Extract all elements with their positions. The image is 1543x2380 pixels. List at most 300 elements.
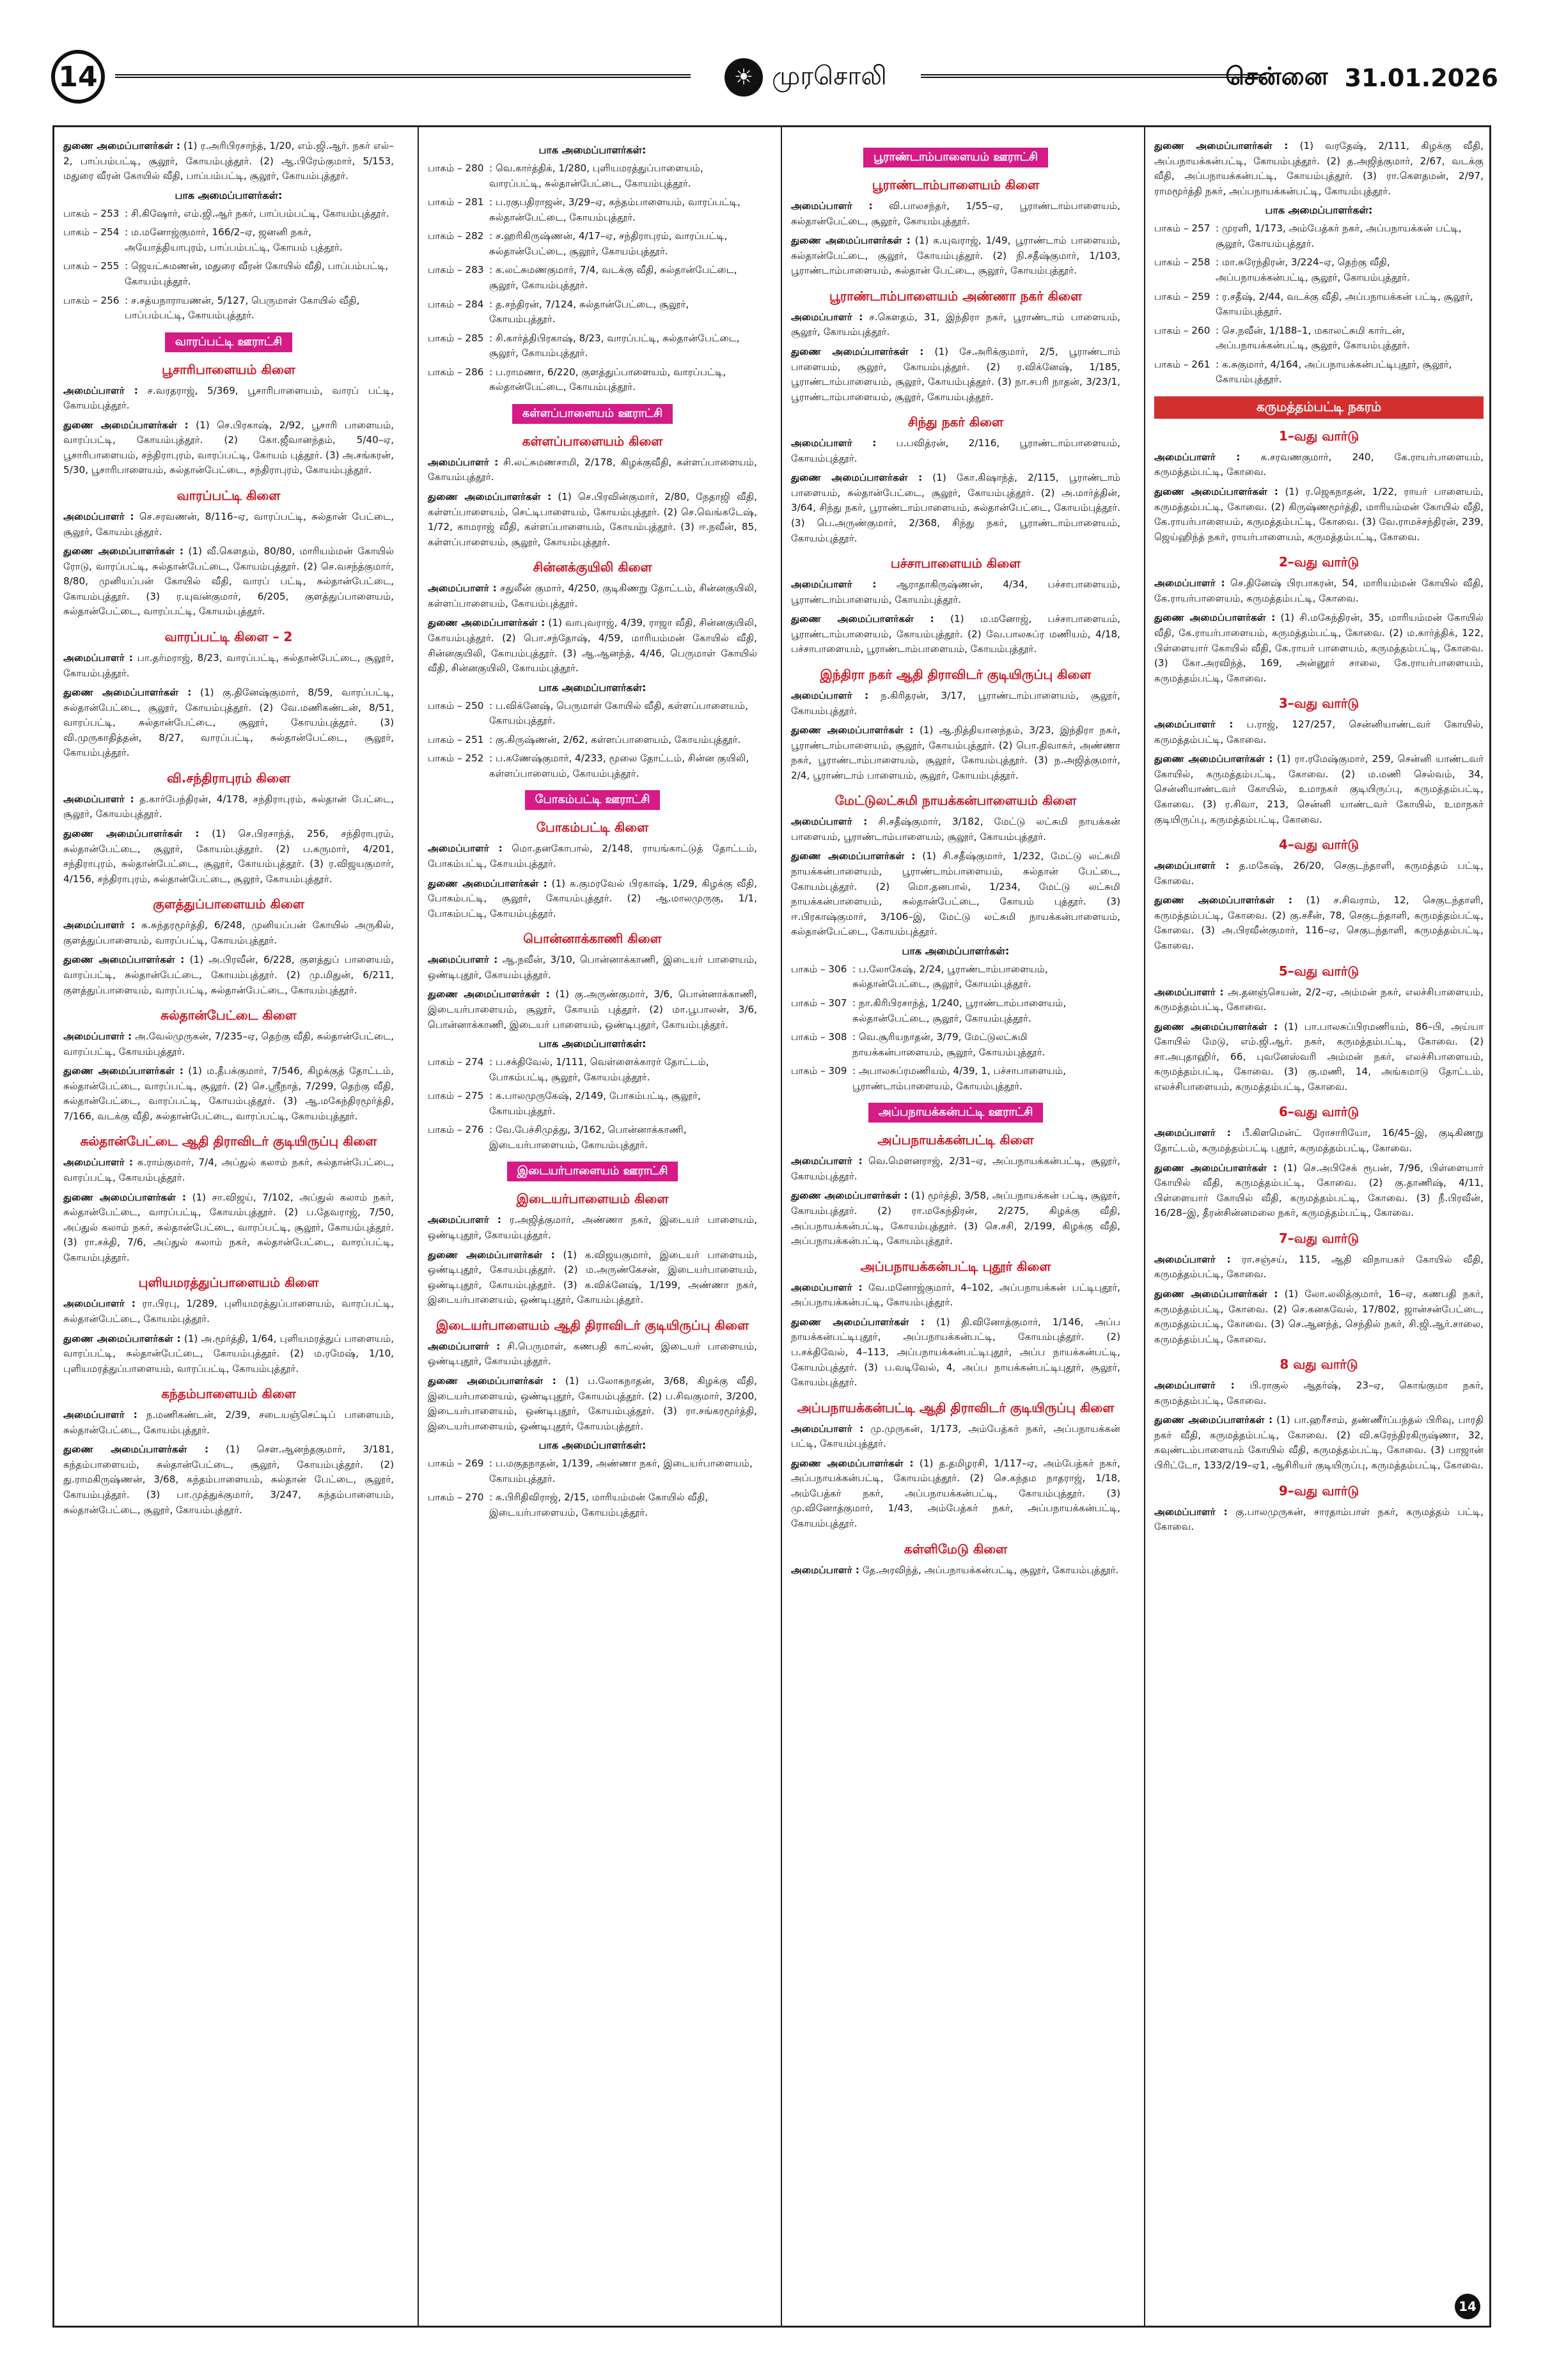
booth-row — [428, 365, 757, 395]
booth-row — [1154, 323, 1484, 354]
booth-member: : செ.நவீன், 1/188–1, மகாலட்சுமி கார்டன், அப்பநாயக்கன்பட்டி, சூலூர், கோயம்புத்தூர். — [1216, 324, 1410, 352]
member-entry — [63, 1064, 394, 1124]
booth-row — [428, 161, 757, 191]
booth-number: பாகம் – 258 — [1154, 256, 1210, 268]
member-details: ஆராதாகிருஷ்ணன், 4/34, பச்சாபாளையம், பூராண்டாம்பாளையம், கோயம்புத்தூர். — [791, 579, 1121, 605]
role-label: அமைப்பாளர் : — [1154, 860, 1230, 872]
member-entry — [63, 792, 394, 822]
panchayat-heading: கள்ளப்பாளையம் ஊராட்சி — [512, 404, 673, 424]
booth-number: பாகம் – 284 — [428, 298, 484, 310]
booth-row — [1154, 221, 1484, 251]
role-label: துணை அமைப்பாளர்கள் : — [428, 877, 547, 889]
member-details: க.சரவணகுமார், 240, கே.ராயர்பாளையம், கருமத்தம்பட்டி, கோவை. — [1154, 451, 1484, 478]
member-details: (1) தி.வினோத்குமார், 1/146, அப்ப நாயக்கன்பட்டிபுதூர், அப்பநாயக்கன்பட்டி, கோயம்புத்தூர். (2) ப.சக்திவேல், 4–113, அப்பநாயக்கன்பட்டிபுதூர், அப்ப நாயக்கன்பட்டி, கோயம்புத்தூர். (3) ப.வடிவேல், 4, அப்ப நாயக்கன்பட்டிபுதூர், சூலூர், கோயம்புத்தூர். — [791, 1316, 1120, 1388]
role-label: துணை அமைப்பாளர்கள் : — [1154, 753, 1273, 765]
booth-number: பாகம் – 270 — [428, 1491, 484, 1504]
role-label: துணை அமைப்பாளர்கள் : — [791, 345, 924, 357]
role-label: துணை அமைப்பாளர்கள் : — [1154, 140, 1288, 152]
role-label: அமைப்பாளர் : — [63, 1298, 136, 1310]
member-entry — [791, 1456, 1120, 1532]
member-details: (1) த.தமிழரசி, 1/117–ஏ, அம்பேத்கர் நகர், அப்பநாயக்கன்பட்டி, கோயம்புத்தூர். (2) செ.கந்தம நாதராஜ், 1/18, அம்பேத்கர் நகர், அப்பநாயக்கன்பட்டி, கோயம்புத்தூர். (3) மு.வினோத்குமார், 1/43, அம்பேத்கர் நகர், அப்பநாயக்கன்பட்டி, கோயம்புத்தூர். — [791, 1457, 1121, 1529]
panchayat-heading: போகம்பட்டி ஊராட்சி — [525, 790, 661, 810]
member-entry — [63, 685, 394, 761]
section-heading: பூசாரிபாளையம் கிளை — [162, 361, 295, 377]
role-label: துணை அமைப்பாளர்கள் : — [428, 491, 552, 502]
member-details: (1) வீ.கௌதம், 80/80, மாரியம்மன் கோயில் ரோடு, வாரப்பட்டி, சுல்தான்பேட்டை, கோயம்புத்தூர். (2) செ.வசந்த்குமார், 8/80, முனியப்பன் கோயில் வீதி, வாரப் பட்டி, சுல்தான்பேட்டை, கோயம்புத்தூர். (3) ர.யுவன்குமார், 6/205, குளத்துப்பாளையம், சுல்தான்பேட்டை, வாரப்பட்டி, கோயம்புத்தூர். — [63, 545, 394, 618]
role-label: துணை அமைப்பாளர்கள் : — [63, 1191, 187, 1203]
member-details: செ.தினேஷ் பிரபாகரன், 54, மாரியம்மன் கோயில் வீதி, கே.ராயர்பாளையம், கருமத்தம்பட்டி, கோவை. — [1154, 577, 1484, 604]
member-entry — [63, 827, 394, 887]
booth-number: பாகம் – 255 — [63, 260, 120, 272]
member-entry — [1154, 485, 1484, 545]
member-details: (1) அ.மூர்த்தி, 1/64, புளியமரத்துப் பாளையம், வாரப்பட்டி, சுல்தான்பேட்டை, கோயம்புத்தூர். (2) ம.ரமேஷ், 1/10, புளியமரத்துப்பாளையம், வாரப்பட்டி, கோயம்புத்தூர். — [63, 1332, 395, 1374]
member-details: (1) சௌ.ஆனந்தகுமார், 3/181, கந்தம்பாளையம், சுல்தான்பேட்டை, சூலூர், கோயம்புத்தூர். (2) து.ராமகிருஷ்ணன், 3/68, கந்தம்பாளையம், சுல்தான் பேட்டை, சூலூர், கோயம்புத்தூர். (3) பா.முத்துக்குமார், 3/247, கந்தம்பாளையம், சுல்தான்பேட்டை, சூலூர், கோயம்புத்தூர். — [63, 1443, 394, 1516]
member-details: வே.மனோஜ்குமார், 4–102, அப்பநாயக்கன் பட்டிபுதூர், அப்பநாயக்கன்பட்டி, கோயம்புத்தூர். — [791, 1281, 1121, 1309]
role-label: அமைப்பாளர் : — [428, 843, 503, 855]
sub-heading: பாக அமைப்பாளர்கள்: — [175, 189, 283, 201]
member-entry — [63, 1155, 394, 1185]
booth-member: : க.பாலமுருகேஷ், 2/149, போகம்பட்டி, சூலூர், கோயம்புத்தூர். — [489, 1090, 701, 1117]
member-entry — [63, 1190, 394, 1266]
booth-number: பாகம் – 253 — [63, 207, 120, 219]
member-entry — [791, 1422, 1120, 1452]
role-label: அமைப்பாளர் : — [63, 1156, 133, 1169]
booth-row — [428, 1456, 757, 1486]
member-entry — [63, 1442, 394, 1518]
section-heading: அப்பநாயக்கன்பட்டி புதூர் கிளை — [860, 1258, 1051, 1274]
booth-member: : க.சுகுமார், 4/164, அப்பநாயக்கன்பட்டிபுதூர், சூலூர், கோயம்புத்தூர். — [1216, 358, 1452, 385]
role-label: துணை அமைப்பாளர்கள் : — [63, 140, 180, 152]
role-label: அமைப்பாளர் : — [1154, 1380, 1235, 1392]
section-heading: 8 வது வார்டு — [1280, 1357, 1358, 1373]
member-details: ந.மணிகண்டன், 2/39, சடையஞ்செட்டிப் பாளையம், சுல்தான்பேட்டை, கோயம்புத்தூர். — [63, 1409, 394, 1436]
section-heading: மேட்டுலட்சுமி நாயக்கன்பாளையம் கிளை — [834, 793, 1077, 809]
role-label: துணை அமைப்பாளர்கள் : — [63, 419, 189, 431]
role-label: அமைப்பாளர் : — [63, 511, 134, 522]
role-label: துணை அமைப்பாளர்கள் : — [428, 1374, 556, 1387]
member-details: சு.சுந்தரமூர்த்தி, 6/248, முனியப்பன் கோயில் அருகில், குளத்துப்பாளையம், வாரப்பட்டி, கோயம்புத்தூர். — [63, 919, 395, 946]
section-heading: 4–வது வார்டு — [1278, 837, 1359, 853]
member-details: (1) ர.ஜெகநாதன், 1/22, ராயர் பாளையம், கருமத்தம்பட்டி, கோவை. (2) கிருஷ்ணமூர்த்தி, மாரியம்மன் கோயில் வீதி, கே.ராயர்பாளையம், கருமத்தம்பட்டி, கோவை. (3) வே.ராமச்சந்திரன், 239, ஜெய்ஹிந்த் நகர், ராயர்பாளையம், கருமத்தம்பட்டி, கோவை. — [1154, 486, 1484, 543]
member-entry — [791, 345, 1120, 405]
section-heading: சுல்தான்பேட்டை கிளை — [161, 1007, 297, 1023]
booth-row — [428, 297, 757, 327]
section-heading: பச்சாபாளையம் கிளை — [890, 556, 1021, 572]
member-entry — [1154, 752, 1484, 827]
booth-number: பாகம் – 308 — [791, 1031, 847, 1043]
member-entry — [791, 814, 1120, 844]
booth-member: : வே.பேச்சிமுத்து, 3/162, பொன்னாக்காணி, இடையர்பாளையம், கோயம்புத்தூர். — [489, 1124, 687, 1151]
booth-number: பாகம் – 259 — [1154, 290, 1210, 302]
role-label: துணை அமைப்பாளர்கள் : — [63, 1443, 209, 1456]
section-heading: அப்பநாயக்கன்பட்டி ஆதி திராவிடர் குடியிருப்பு கிளை — [797, 1399, 1115, 1415]
footer-page-number: 14 — [1455, 2294, 1480, 2319]
member-entry — [428, 841, 757, 871]
role-label: அமைப்பாளர் : — [791, 1422, 864, 1435]
panchayat-heading: அப்பநாயக்கன்பட்டி ஊராட்சி — [868, 1103, 1044, 1123]
member-details: த.மகேஷ், 26/20, செகுடந்தாளி, கருமத்தம் பட்டி, கோவை. — [1154, 860, 1484, 887]
booth-row — [428, 331, 757, 361]
booth-number: பாகம் – 250 — [428, 699, 484, 712]
role-label: துணை அமைப்பாளர்கள் : — [63, 1065, 184, 1077]
booth-member: : சி.கிஷோர், எம்.ஜி.ஆர் நகர், பாப்பம்பட்டி, கோயம்புத்தூர். — [125, 207, 389, 219]
role-label: அமைப்பாளர் : — [1154, 451, 1241, 463]
member-details: (1) ர.அரிபிரசாந்த், 1/20, எம்.ஜி.ஆர். நகர் எல்– 2, பாப்பம்பட்டி, சூலூர், கோயம்புத்தூர். (2) ஆ.பிரேம்குமார், 5/153, மதுரை வீரன் கோயில் வீதி, பாப்பம்பட்டி, சூலூர், கோயம்புத்தூர். — [63, 140, 395, 182]
panchayat-heading: பூராண்டாம்பாளையம் ஊராட்சி — [863, 148, 1048, 167]
role-label: அமைப்பாளர் : — [1154, 1253, 1231, 1265]
booth-member: : ப.மகுதநாதன், 1/139, அண்ணா நகர், இடையர்பாளையம், கோயம்புத்தூர். — [489, 1458, 753, 1484]
section-heading: இடையர்பாளையம் கிளை — [516, 1191, 669, 1207]
booth-number: பாகம் – 257 — [1154, 222, 1210, 235]
role-label: துணை அமைப்பாளர்கள் : — [791, 235, 911, 247]
member-details: (1) ம.தீபக்குமார், 7/546, கிழக்குத் தோட்டம், சுல்தான்பேட்டை, வாரப்பட்டி, சூலூர். (2) செ.ஸ்ரீநாத், 7/299, தெற்கு வீதி, சுல்தான்பேட்டை, வாரப்பட்டி, கோயம்புத்தூர். (3) ஆ.மகேந்திரமூர்த்தி, 7/166, வடக்கு வீதி, சுல்தான்பேட்டை, வாரப்பட்டி, கோயம்புத்தூர். — [63, 1065, 395, 1122]
member-details: அ.தனஞ்செயன், 2/2–ஏ, அம்மன் நகர், எலச்சிபாளையம், கருமத்தம்பட்டி, கோவை. — [1154, 986, 1484, 1013]
member-entry — [63, 384, 394, 414]
role-label: துணை அமைப்பாளர்கள் : — [63, 828, 200, 839]
role-label: துணை அமைப்பாளர்கள் : — [428, 1248, 555, 1261]
booth-member: : சி.கார்த்திபிரகாஷ், 8/23, வாரப்பட்டி, சுல்தான்பேட்டை, சூலூர், கோயம்புத்தூர். — [489, 332, 740, 359]
page-header — [45, 45, 1498, 115]
member-entry — [63, 1029, 394, 1059]
member-details: (1) பா.பாலசுப்பிரமணியம், 86–பி, அய்யா கோயில் மேடு, எம்.ஜி.ஆர். நகர், கருமத்தம்பட்டி, கோவை. (2) சா.அபுதாஹிர், 66, புவனேஸ்வரி அம்மன் நகர், எலச்சிபாளையம், கருமத்தம்பட்டி, கோவை. (3) கு.மணி, 14, அங்கமாடு தோட்டம், எலச்சிபாளையம், கருமத்தம்பட்டி, கோவை. — [1154, 1020, 1484, 1093]
role-label: அமைப்பாளர் : — [63, 919, 136, 931]
member-entry — [1154, 450, 1484, 480]
booth-number: பாகம் – 254 — [63, 226, 120, 238]
booth-member: : க.லட்சுமணகுமார், 7/4, வடக்கு வீதி, சுல்தான்பேட்டை, சூலூர், கோயம்புத்தூர். — [489, 264, 737, 291]
booth-row — [791, 962, 1120, 992]
booth-row — [1154, 290, 1484, 320]
sub-heading: பாக அமைப்பாளர்கள்: — [538, 1038, 646, 1050]
member-entry — [791, 723, 1120, 783]
member-entry — [791, 436, 1120, 466]
paper-name: முரசொலி — [772, 61, 887, 91]
role-label: அமைப்பாளர் : — [1154, 1505, 1228, 1518]
member-entry — [1154, 1126, 1484, 1156]
booth-number: பாகம் – 280 — [428, 162, 484, 174]
member-details: அ.வேல்முருகன், 7/235–ஏ, தெற்கு வீதி, சுல்தான்பேட்டை, வாரப்பட்டி, கோயம்புத்தூர். — [63, 1031, 395, 1057]
member-details: (1) க.யுவராஜ், 1/49, பூராண்டாம் பாளையம், சுல்தான்பேட்டை, சூலூர், கோயம்புத்தூர். (2) நி.சதீஷ்குமார், 1/103, பூராண்டாம்பாளையம், சுல்தான் பேட்டை, சூலூர், கோயம்புத்தூர். — [791, 235, 1120, 277]
booth-row — [428, 751, 757, 781]
role-label: துணை அமைப்பாளர்கள் : — [1154, 1162, 1278, 1174]
member-details: சி.சதீஷ்குமார், 3/182, மேட்டு லட்சுமி நாயக்கன் பாளையம், பூராண்டாம்பாளையம், சூலூர், கோயம்புத்தூர். — [791, 816, 1121, 843]
booth-member: : ச.ஹரிகிருஷ்ணன், 4/17–ஏ, சந்திராபுரம், வாரப்பட்டி, சுல்தான்பேட்டை, சூலூர், கோயம்புத்தூர். — [489, 230, 728, 257]
booth-row — [63, 206, 394, 222]
member-details: (1) சா.விஜய், 7/102, அப்துல் கலாம் நகர், சுல்தான்பேட்டை, வாரப்பட்டி, கோயம்புத்தூர். (2) ப.தேவராஜ், 7/50, அப்துல் கலாம் நகர், சுல்தான்பேட்டை, வாரப்பட்டி, சூலூர், கோயம்புத்தூர். (3) ரா.சக்தி, 7/6, அப்துல் கலாம் நகர், சுல்தான்பேட்டை, வாரப்பட்டி, கோயம்புத்தூர். — [63, 1191, 394, 1263]
booth-row — [428, 263, 757, 293]
member-entry — [1154, 1505, 1484, 1535]
booth-member: : த.சந்திரன், 7/124, சுல்தான்பேட்டை, சூலூர், கோயம்புத்தூர். — [489, 298, 689, 325]
member-entry — [1154, 985, 1484, 1015]
column-2 — [418, 127, 766, 2326]
member-details: ஆ.நவீன், 3/10, பொன்னாக்காணி, இடையர் பாளையம், ஒண்டிபுதூர், கோயம்புத்தூர். — [428, 954, 757, 981]
member-entry — [428, 1339, 757, 1369]
booth-row — [428, 195, 757, 225]
masthead — [703, 49, 908, 106]
member-entry — [1154, 1413, 1484, 1473]
role-label: துணை அமைப்பாளர்கள் : — [1154, 894, 1292, 906]
member-entry — [1154, 1378, 1484, 1408]
section-heading: குளத்துப்பாளையம் கிளை — [153, 896, 304, 912]
member-entry — [1154, 893, 1484, 953]
role-label: துணை அமைப்பாளர்கள் : — [428, 617, 545, 629]
booth-row — [428, 1123, 757, 1153]
column-4 — [1144, 127, 1491, 2326]
booth-member: : அபாலசுப்ரமணியம், 4/39, 1, பச்சாபாளையம், பூராண்டாம்பாளையம், கோயம்புத்தூர். — [852, 1065, 1066, 1092]
booth-number: பாகம் – 260 — [1154, 324, 1210, 336]
member-details: மொ.தனகோபால், 2/148, ராயங்காட்டுத் தோட்டம், போகம்பட்டி, கோயம்புத்தூர். — [428, 843, 758, 869]
role-label: துணை அமைப்பாளர்கள் : — [791, 472, 923, 484]
section-heading: இந்திரா நகர் ஆதி திராவிடர் குடியிருப்பு கிளை — [820, 666, 1092, 682]
sub-heading: பாக அமைப்பாளர்கள்: — [538, 144, 646, 156]
member-details: த.கார்பேந்திரன், 4/178, சந்திராபுரம், சுல்தான் பேட்டை, சூலூர், கோயம்புத்தூர். — [63, 793, 394, 820]
section-heading: பூராண்டாம்பாளையம் கிளை — [872, 177, 1040, 192]
member-details: (1) செ.பிரசாந்த், 256, சந்திராபுரம், சுல்தான்பேட்டை, சூலூர், கோயம்புத்தூர். (2) ப.கருமார், 4/201, சந்திராபுரம், சுல்தான்பேட்டை, சூலூர், கோயம்புத்தூர். (3) ர.விஜயகுமார், 4/156, சந்திராபுரம், சுல்தான்பேட்டை, சூலூர், கோயம்புத்தூர். — [63, 828, 394, 885]
section-heading: இடையர்பாளையம் ஆதி திராவிடர் குடியிருப்பு கிளை — [435, 1317, 749, 1333]
member-entry — [63, 1408, 394, 1438]
header-rule-right — [921, 74, 1266, 78]
role-label: அமைப்பாளர் : — [1154, 986, 1224, 998]
sunrise-logo-icon: ☀ — [725, 58, 763, 97]
sub-heading: பாக அமைப்பாளர்கள்: — [1265, 204, 1373, 217]
booth-number: பாகம் – 286 — [428, 366, 484, 378]
member-entry — [791, 233, 1120, 279]
member-entry — [428, 616, 757, 676]
member-entry — [428, 987, 757, 1032]
section-heading: வி.சந்திராபுரம் கிளை — [166, 770, 291, 786]
member-entry — [63, 418, 394, 478]
member-details: (1) ரா.ரமேஷ்குமார், 259, சென்னி யாண்டவர் கோயில், கருமத்தம்பட்டி, கோவை. (2) ம.மணி செல்வம், 34, சென்னியாண்டவர் கோயில், உமாநகர் குடியிருப்பு, கருமத்தம்பட்டி, கோவை. (3) ர.சிவா, 213, சென்னி யாண்டவர் கோயில், உமாநகர் குடியிருப்பு, கருமத்தம்பட்டி, கோவை. — [1154, 753, 1484, 825]
section-heading: கள்ளிமேடு கிளை — [904, 1541, 1008, 1557]
member-entry — [791, 471, 1120, 546]
member-entry — [63, 1332, 394, 1377]
role-label: அமைப்பாளர் : — [1154, 1127, 1231, 1139]
booth-row — [428, 1055, 757, 1085]
booth-row — [428, 699, 757, 729]
booth-member: : வெ.கார்த்திக், 1/280, புளியமரத்துப்பாளையம், வாரப்பட்டி, சுல்தான்பேட்டை, கோயம்புத்தூர். — [489, 162, 703, 189]
member-details: (1) க.விஜயகுமார், இடையர் பாளையம், ஒண்டிபுதூர், கோயம்புத்தூர். (2) ம.அருண்கேசன், இடையர்பாளையம், ஒண்டிபுதூர், கோயம்புத்தூர். (3) க.விக்னேஷ், 1/199, அண்ணா நகர், இடையர்பாளையம், ஒண்டிபுதூர், கோயம்புத்தூர். — [428, 1248, 758, 1306]
booth-number: பாகம் – 275 — [428, 1090, 484, 1102]
member-details: (1) சி.மகேந்திரன், 35, மாரியம்மன் கோயில் வீதி, கே.ராயர்பாளையம், கருமத்தம்பட்டி, கோவை. (2) ம.கார்த்திக், 122, பிள்ளையார் கோயில் வீதி, கே.ராயர் பாளையம், கருமத்தம்பட்டி, கோவை. (3) கோ.அரவிந்த், 169, அன்னூர் சாலை, கே.ராயர்பாளையம், கருமத்தம்பட்டி, கோவை. — [1154, 612, 1484, 684]
member-details: ச.கௌதம், 31, இந்திரா நகர், பூராண்டாம் பாளையம், சூலூர், கோயம்புத்தூர். — [791, 311, 1120, 338]
role-label: துணை அமைப்பாளர்கள் : — [63, 545, 184, 557]
member-details: ந.கிரிதரன், 3/17, பூராண்டாம்பாளையம், சூலூர், கோயம்புத்தூர். — [791, 689, 1120, 717]
role-label: அமைப்பாளர் : — [791, 200, 873, 212]
member-details: (1) கோ.கிஷாந்த், 2/115, பூராண்டாம் பாளையம், சுல்தான்பேட்டை, சூலூர், கோயம்புத்தூர். (2) அ.மார்த்தின், 3/64, சிந்து நகர், பூராண்டாம்பாளையம், சுல்தான்பேட்டை, கோயம்புத்தூர். (3) பெ.அருண்குமார், 2/368, சிந்து நகர், பூராண்டாம்பாளையம், கோயம்புத்தூர். — [791, 472, 1120, 544]
section-heading: 9–வது வார்டு — [1278, 1482, 1359, 1498]
member-details: (1) செ.பிரவின்குமார், 2/80, நேதாஜி வீதி, கள்ளப்பாளையம், செட்டிபாளையம், கோயம்புத்தூர். (2) செ.வெங்கடேஷ், 1/72, காமராஜ் வீதி, கள்ளப்பாளையம், கோயம்புத்தூர். (3) ஈ.நவீன், 85, கள்ளப்பாளையம், சூலூர், கோயம்புத்தூர். — [428, 491, 758, 548]
role-label: துணை அமைப்பாளர்கள் : — [63, 954, 185, 966]
member-details: சதுலீன் குமார், 4/250, குடிகிணறு தோட்டம், சின்னகுயிலி, கள்ளப்பாளையம், கோயம்புத்தூர். — [428, 582, 758, 609]
booth-member: : ப.ராமணா, 6/220, குளத்துப்பாளையம், வாரப்பட்டி, சுல்தான்பேட்டை, கோயம்புத்தூர். — [489, 366, 726, 393]
section-heading: கள்ளப்பாளையம் கிளை — [522, 433, 663, 449]
member-details: வி.பாலசந்தர், 1/55–ஏ, பூராண்டாம்பாளையம், சுல்தான்பேட்டை, சூலூர், கோயம்புத்தூர். — [791, 200, 1120, 227]
member-details: செ.சரவணன், 8/116–ஏ, வாரப்பட்டி, சுல்தான் பேட்டை, சூலூர், கோயம்புத்தூர். — [63, 511, 394, 538]
member-entry — [63, 918, 394, 948]
sub-heading: பாக அமைப்பாளர்கள்: — [902, 944, 1010, 957]
role-label: துணை அமைப்பாளர்கள் : — [1154, 486, 1278, 497]
member-entry — [791, 688, 1120, 719]
member-entry — [428, 581, 757, 611]
member-entry — [428, 876, 757, 922]
member-details: (1) ச.சிவராம், 12, செகுடந்தாளி, கருமத்தம்பட்டி, கோவை. (2) கு.சசீன், 78, செகுடந்தாளி, கருமத்தம்பட்டி, கோவை. (3) அ.பிரவீன்குமார், 116–ஏ, செகுடந்தாளி, கருமத்தம்பட்டி, கோவை. — [1154, 894, 1484, 951]
member-entry — [63, 509, 394, 540]
section-heading: 6–வது வார்டு — [1278, 1104, 1359, 1120]
booth-number: பாகம் – 274 — [428, 1056, 484, 1068]
booth-member: : மா.சுரேந்திரன், 3/224–ஏ, தெற்கு வீதி, அப்பநாயக்கன்பட்டி, சூலூர், கோயம்புத்தூர். — [1216, 256, 1410, 283]
panchayat-heading: இடையர்பாளையம் ஊராட்சி — [507, 1162, 678, 1181]
booth-row — [791, 1064, 1120, 1094]
member-entry — [791, 577, 1120, 607]
member-entry — [63, 953, 394, 998]
member-details: (1) ப.லோகநாதன், 3/68, கிழக்கு வீதி, இடையர்பாளையம், ஒண்டிபுதூர், கோயம்புத்தூர். (2) ப.சிவகுமார், 3/200, இடையர்பாளையம், ஒண்டிபுதூர், கோயம்புத்தூர். (3) ரா.சங்கரமூர்த்தி, இடையர்பாளையம், ஒண்டிபுதூர், கோயம்புத்தூர். — [428, 1374, 758, 1432]
role-label: அமைப்பாளர் : — [791, 579, 877, 591]
role-label: அமைப்பாளர் : — [791, 816, 868, 828]
sub-heading: பாக அமைப்பாளர்கள்: — [538, 1439, 646, 1452]
member-entry — [1154, 1287, 1484, 1347]
booth-member: : ப.கணேஷ்குமார், 4/233, மூலை தோட்டம், சின்ன குயிலி, கள்ளப்பாளையம், கோயம்புத்தூர். — [489, 752, 749, 779]
member-details: (1) கு.அருண்குமார், 3/6, பொன்னாக்காணி, இடையர்பாளையம், சூலூர், கோயம் புத்தூர். (2) மா.பூபாலன், 3/6, பொன்னாக்காணி, இடையர் பாளையம், ஒண்டிபுதூர், கோயம்புத்தூர். — [428, 988, 757, 1031]
booth-number: பாகம் – 269 — [428, 1458, 484, 1470]
booth-number: பாகம் – 252 — [428, 752, 484, 765]
booth-member: : ச.சத்யநாராயணன், 5/127, பெருமாள் கோயில் வீதி, பாப்பம்பட்டி, கோயம்புத்தூர். — [125, 294, 360, 322]
role-label: துணை அமைப்பாளர்கள் : — [791, 1190, 908, 1202]
column-3 — [781, 127, 1129, 2326]
role-label: துணை அமைப்பாளர்கள் : — [791, 724, 914, 736]
role-label: துணை அமைப்பாளர்கள் : — [791, 613, 934, 625]
role-label: அமைப்பாளர் : — [428, 456, 499, 468]
booth-member: : முரளி, 1/173, அம்பேத்கர் நகர், அப்பநாயக்கன் பட்டி, சூலூர், கோயம்புத்தூர். — [1216, 222, 1462, 249]
section-heading: 3–வது வார்டு — [1278, 696, 1359, 712]
role-label: அமைப்பாளர் : — [428, 1340, 501, 1352]
member-details: (1) சே.அரிக்குமார், 2/5, பூராண்டாம் பாளையம், சூலூர், கோயம்புத்தூர். (2) ர.விக்னேஷ், 1/185, பூராண்டாம்பாளையம், சூலூர், கோயம்புத்தூர். (3) நா.சபரி நாதன், 3/23/1, பூராண்டாம்பாளையம், சூலூர், கோயம்புத்தூர். — [791, 345, 1120, 403]
role-label: அமைப்பாளர் : — [791, 689, 869, 701]
section-heading: பொன்னாக்காணி கிளை — [523, 931, 662, 947]
section-heading: 7–வது வார்டு — [1278, 1230, 1359, 1246]
role-label: துணை அமைப்பாளர்கள் : — [1154, 1287, 1278, 1300]
member-entry — [1154, 717, 1484, 747]
member-details: (1) மூர்த்தி, 3/58, அப்பநாயக்கன் பட்டி, சூலூர், கோயம்புத்தூர். (2) ரா.மகேந்திரன், 2/275, கிழக்கு வீதி, அப்பநாயக்கன்பட்டி, கோயம்புத்தூர். (3) செ.சசி, 2/199, கிழக்கு வீதி, அப்பநாயக்கன்பட்டி, கோயம்புத்தூர். — [791, 1190, 1121, 1247]
booth-member: : ர.சதீஷ், 2/44, வடக்கு வீதி, அப்பநாயக்கன் பட்டி, சூலூர், கோயம்புத்தூர். — [1216, 290, 1473, 318]
member-details: (1) வாபுவராஜ், 4/39, ராஜா வீதி, சின்னகுயிலி, கோயம்புத்தூர். (2) பொ.சந்தோஷ், 4/59, மாரியம்மன் கோயில் வீதி, சின்னகுயிலி, கோயம்புத்தூர். (3) ஆ.ஆனந்த், 4/46, பெருமாள் கோயில் வீதி, சின்னகுயிலி, கோயம்புத்தூர். — [428, 617, 757, 674]
booth-member: : ப.சக்திவேல், 1/111, வெள்ளைக்காரர் தோட்டம், போகம்பட்டி, சூலூர், கோயம்புத்தூர். — [489, 1056, 709, 1083]
member-details: (1) லோ.லலித்குமார், 16–ஏ, கணபதி நகர், கருமத்தம்பட்டி, கோவை. (2) செ.கனகவேல், 17/802, ஜான்சன்பேட்டை, கருமத்தம்பட்டி, கோவை. (3) செ.ஆனந்த், செந்தில் நகர், சி.ஜி.ஆர்.சாலை, கருமத்தம்பட்டி, கோவை. — [1154, 1287, 1484, 1345]
booth-row — [428, 1490, 757, 1520]
member-details: (1) பா.ஹரீசாம், தண்ணீர்ப்பந்தல் பிரிவு, பாரதி நகர் வீதி, கருமத்தம்பட்டி, கோவை. (2) வி.சுரேந்திரகிருஷ்ணா, 32, கவுண்டம்பாளையம் கோயில் வீதி, கருமத்தம்பட்டி, கோவை. (3) பாஜான் பிரிட்டோ, 133/2/19–ஏ1, ஆசிரியர் குடியிருப்பு, கருமத்தம்பட்டி, கோவை. — [1154, 1414, 1484, 1471]
section-heading: புளியமரத்துப்பாளையம் கிளை — [138, 1275, 319, 1291]
role-label: துணை அமைப்பாளர்கள் : — [791, 1316, 925, 1328]
member-details: சி.பெருமாள், கணபதி காட்லன், இடையர் பாளையம், ஒண்டிபுதூர், கோயம்புத்தூர். — [428, 1340, 757, 1367]
booth-number: பாகம் – 306 — [791, 963, 847, 975]
member-entry — [791, 612, 1120, 657]
booth-number: பாகம் – 251 — [428, 733, 484, 745]
member-entry — [791, 1280, 1120, 1311]
member-entry — [791, 1188, 1120, 1248]
booth-row — [63, 293, 394, 323]
member-entry — [791, 199, 1120, 229]
page-content — [52, 125, 1491, 2328]
role-label: அமைப்பாளர் : — [63, 384, 138, 396]
role-label: அமைப்பாளர் : — [428, 582, 497, 595]
member-entry — [428, 455, 757, 485]
town-heading: கருமத்தம்பட்டி நகரம் — [1154, 396, 1484, 419]
section-heading: சுல்தான்பேட்டை ஆதி திராவிடர் குடியிருப்பு கிளை — [80, 1133, 377, 1149]
member-entry — [63, 1296, 394, 1326]
role-label: அமைப்பாளர் : — [63, 1409, 137, 1421]
role-label: அமைப்பாளர் : — [63, 1031, 132, 1043]
member-entry — [63, 544, 394, 619]
member-details: க.ராம்குமார், 7/4, அப்துல் கலாம் நகர், சுல்தான்பேட்டை, வாரப்பட்டி, கோயம்புத்தூர். — [63, 1156, 395, 1183]
member-entry — [428, 1374, 757, 1434]
dateline — [1225, 52, 1498, 104]
member-entry — [1154, 1020, 1484, 1095]
booth-member: : ப.விக்னேஷ், பெருமாள் கோயில் வீதி, கள்ளப்பாளையம், கோயம்புத்தூர். — [489, 699, 749, 727]
section-heading: போகம்பட்டி கிளை — [536, 820, 649, 836]
member-details: ச.வரதராஜ், 5/369, பூசாரிபாளையம், வாரப் பட்டி, கோயம்புத்தூர். — [63, 384, 395, 412]
column-1 — [54, 127, 403, 2326]
booth-row — [791, 996, 1120, 1026]
member-details: பீ.கிளமென்ட் ரோசாரியோ, 16/45–இ, குடிகிணறு தோட்டம், கருமத்தம்பட்டி புதூர், கருமத்தம்பட்டி, கோவை. — [1154, 1127, 1484, 1154]
section-heading: சிந்து நகர் கிளை — [907, 414, 1004, 430]
member-entry — [428, 1248, 757, 1308]
member-details: மு.முருகன், 1/173, அம்பேத்கர் நகர், அப்பநாயக்கன் பட்டி, கோயம்புத்தூர். — [791, 1422, 1120, 1450]
member-details: ப.ராஜ், 127/257, சென்னியாண்டவர் கோயில், கருமத்தம்பட்டி, கோவை. — [1154, 719, 1484, 745]
role-label: அமைப்பாளர் : — [1154, 577, 1225, 589]
member-entry — [791, 1563, 1120, 1578]
role-label: அமைப்பாளர் : — [791, 437, 877, 449]
role-label: அமைப்பாளர் : — [791, 1281, 863, 1293]
booth-number: பாகம் – 285 — [428, 332, 484, 344]
booth-number: பாகம் – 256 — [63, 294, 120, 306]
member-details: (1) ம.மனோஜ், பச்சாபாளையம், பூராண்டாம்பாளையம், கோயம்புத்தூர். (2) வே.பாலசுப்ர மணியம், 4/18, பச்சாபாளையம், பூராண்டாம்பாளையம், கோயம்புத்தூர். — [791, 613, 1120, 655]
page-number-badge: 14 — [51, 50, 105, 104]
role-label: துணை அமைப்பாளர்கள் : — [1154, 1414, 1273, 1426]
booth-row — [428, 733, 757, 748]
section-heading: 2–வது வார்டு — [1278, 554, 1359, 570]
panchayat-heading: வாரப்பட்டி ஊராட்சி — [165, 332, 292, 352]
booth-row — [428, 229, 757, 259]
booth-member: : ப.ரகுபதிராஜன், 3/29–ஏ, கந்தம்பாளையம், வாரப்பட்டி, சுல்தான்பேட்டை, கோயம்புத்தூர். — [489, 196, 740, 223]
dateline-date: 31.01.2026 — [1344, 64, 1498, 92]
member-details: (1) வரதேஷ், 2/111, கிழக்கு வீதி, அப்பநாயக்கன்பட்டி, கோயம்புத்தூர். (2) த.அஜித்குமார், 2/67, வடக்கு வீதி, அப்பநாயக்கன்பட்டி, கோயம்புத்தூர். (3) ரா.கௌதமன், 2/97, ராமமூர்த்தி நகர், அப்பநாயக்கன்பட்டி, கோயம்புத்தூர். — [1154, 140, 1484, 197]
role-label: அமைப்பாளர் : — [791, 311, 863, 323]
section-heading: பூராண்டாம்பாளையம் அண்ணா நகர் கிளை — [829, 288, 1083, 304]
member-details: ப.பவித்ரன், 2/116, பூராண்டாம்பாளையம், கோயம்புத்தூர். — [791, 437, 1120, 464]
section-heading: 5–வது வார்டு — [1278, 963, 1359, 979]
member-entry — [1154, 139, 1484, 199]
booth-row — [1154, 357, 1484, 387]
member-details: வெ.மௌனராஜ், 2/31–ஏ, அப்பநாயக்கன்பட்டி, சூலூர், கோயம்புத்தூர். — [791, 1155, 1121, 1182]
booth-member: : ப.லோகேஷ், 2/24, பூராண்டாம்பாளையம், சுல்தான்பேட்டை, சூலூர், கோயம்புத்தூர். — [852, 963, 1048, 990]
member-details: தே.அரவிந்த், அப்பநாயக்கன்பட்டி, சூலூர், கோயம்புத்தூர். — [862, 1564, 1119, 1576]
booth-number: பாகம் – 282 — [428, 230, 484, 242]
section-heading: வாரப்பட்டி கிளை — [176, 488, 281, 503]
role-label: துணை அமைப்பாளர்கள் : — [791, 1457, 914, 1469]
section-heading: சின்னக்குயிலி கிளை — [533, 559, 652, 575]
booth-row — [63, 259, 394, 289]
dateline-city: சென்னை — [1225, 62, 1328, 90]
member-details: ரா.சஞ்சய், 115, ஆதி விநாயகர் கோயில் வீதி, கருமத்தம்பட்டி, கோவை. — [1154, 1253, 1484, 1280]
member-details: ரா.பிரபு, 1/289, புளியமரத்துப்பாளையம், வாரப்பட்டி, சுல்தான்பேட்டை, கோயம்புத்தூர். — [63, 1298, 395, 1325]
role-label: துணை அமைப்பாளர்கள் : — [1154, 1020, 1278, 1032]
role-label: அமைப்பாளர் : — [428, 954, 498, 966]
booth-row — [428, 1089, 757, 1119]
booth-member: : வெ.சூரியநாதன், 3/79, மேட்டுலட்சுமி நாயக்கன்பாளையம், சூலூர், கோயம்புத்தூர். — [852, 1031, 1046, 1058]
booth-member: : ஜெயட்சுமணன், மதுரை வீரன் கோயில் வீதி, பாப்பம்பட்டி, கோயம்புத்தூர். — [125, 260, 389, 287]
role-label: துணை அமைப்பாளர்கள் : — [63, 687, 192, 699]
member-entry — [428, 490, 757, 550]
member-details: கு.பாலமுருகன், சாரதாம்பாள் நகர், கருமத்தம் பட்டி, கோவை. — [1154, 1505, 1484, 1533]
role-label: அமைப்பாளர் : — [791, 1564, 860, 1576]
